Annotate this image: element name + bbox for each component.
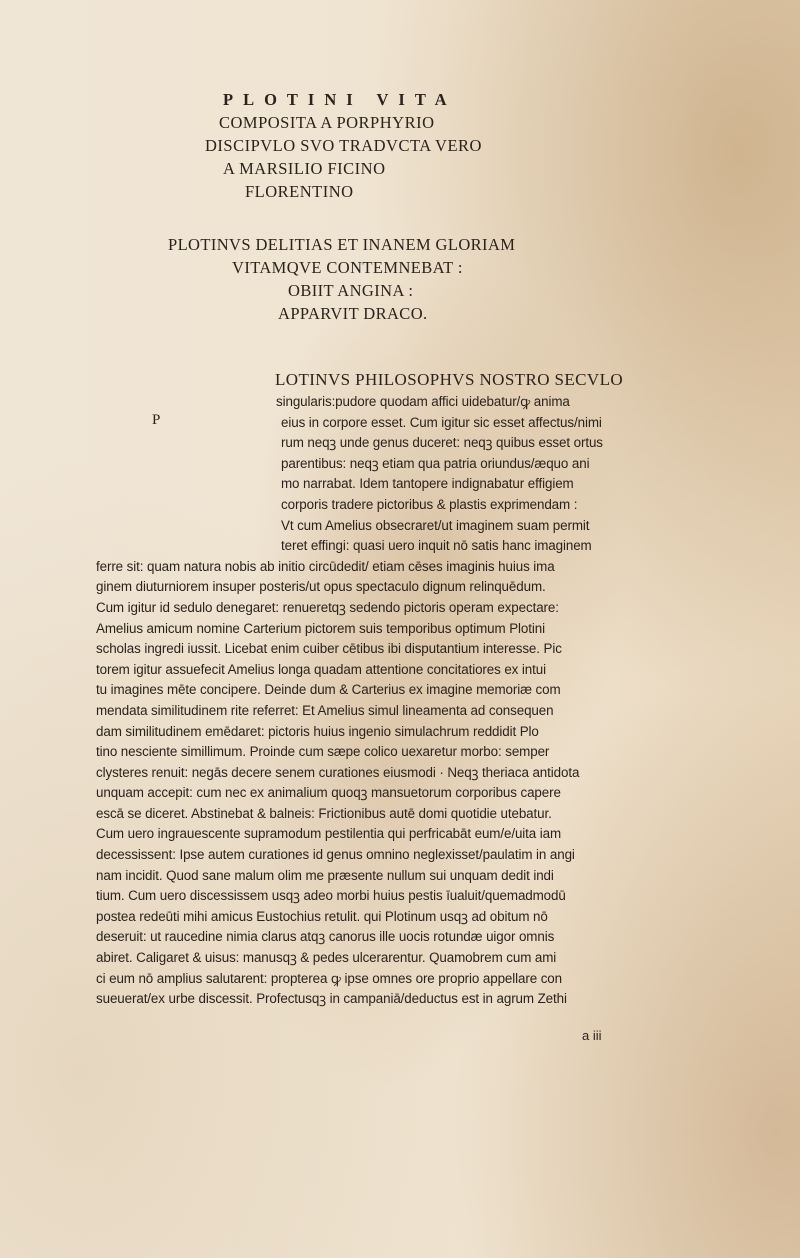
heading-line-1: PLOTINVS DELITIAS ET INANEM GLORIAM — [168, 235, 516, 254]
text-line: mo narrabat. Idem tantopere indignabatur effigiem — [281, 476, 574, 492]
text-line: tino nesciente simillimum. Proinde cum sæpe colico uexaretur morbo: semper — [96, 744, 550, 760]
text-line: escā se diceret. Abstinebat & balneis: Frictionibus autē domi quotidie utebatur. — [96, 805, 552, 821]
text-line: corporis tradere pictoribus & plastis exprimendam : — [281, 496, 578, 512]
guide-letter: P — [152, 412, 161, 428]
text-line: tium. Cum uero discessissem usqꝫ adeo morbi huius pestis īualuit/quemadmodū — [96, 888, 566, 904]
text-line: abiret. Caligaret & uisus: manusqꝫ & pedes ulcerarentur. Quamobrem cum ami — [96, 950, 557, 966]
text-line: deseruit: ut raucedine nimia clarus atqꝫ canorus ille uocis rotundæ uigor omnis — [96, 929, 555, 945]
heading-line-2: VITAMQVE CONTEMNEBAT : — [232, 258, 463, 277]
heading-line-3: OBIIT ANGINA : — [288, 281, 414, 300]
text-line: unquam accepit: cum nec ex animalium quoqꝫ mansuetorum corporibus capere — [96, 785, 561, 801]
text-line: tu imagines mēte concipere. Deinde dum & Carterius ex imagine memoriæ com — [96, 682, 561, 698]
text-line: scholas ingredi iussit. Licebat enim cuiber cētibus ibi disputantium interesse. Pic — [96, 641, 562, 657]
chapter-heading — [168, 233, 588, 325]
text-line: clysteres renuit: negās decere senem curationes eiusmodi · Neqꝫ theriaca antidota — [96, 764, 580, 780]
text-line: Cum uero ingrauescente supramodum pestilentia qui perfricabāt eum/e/uita iam — [96, 826, 562, 842]
text-line: parentibus: neqꝫ etiam qua patria oriundus/æquo ani — [281, 455, 590, 471]
text-line: ferre sit: quam natura nobis ab initio circūdedit/ etiam cēses imaginis huius ima — [96, 558, 555, 574]
signature-mark: a iii — [582, 1028, 602, 1043]
lead-line: LOTINVS PHILOSOPHVS NOSTRO SECVLO — [275, 370, 624, 389]
text-line: nam incidit. Quod sane malum olim me præsente nullum sui unquam dedit indi — [96, 867, 554, 883]
text-line: postea redeūti mihi amicus Eustochius retulit. qui Plotinum usqꝫ ad obitum nō — [96, 908, 548, 924]
heading-line-4: APPARVIT DRACO. — [278, 304, 428, 323]
text-line: dam similitudinem emēdaret: pictoris huius ingenio simulachrum reddidit Plo — [96, 723, 539, 739]
text-line: Cum igitur id sedulo denegaret: renueretqꝫ sedendo pictoris operam expectare: — [96, 599, 559, 615]
text-line: mendata similitudinem rite referret: Et Amelius simul lineamenta ad consequen — [96, 702, 554, 718]
text-line: rum neqꝫ unde genus duceret: neqꝫ quibus esset ortus — [281, 435, 603, 451]
title-block — [205, 88, 565, 203]
body-text — [96, 392, 656, 1010]
text-line: teret effingi: quasi uero inquit nō satis hanc imaginem — [281, 538, 592, 554]
title-line-4: A MARSILIO FICINO — [223, 159, 386, 178]
text-line: sueuerat/ex urbe discessit. Profectusqꝫ in campaniā/deductus est in agrum Zethi — [96, 991, 567, 1007]
text-line: eius in corpore esset. Cum igitur sic esset affectus/nimi — [281, 414, 602, 430]
title-line-3: DISCIPVLO SVO TRADVCTA VERO — [205, 136, 482, 155]
title-line-2: COMPOSITA A PORPHYRIO — [219, 113, 435, 132]
text-line: ginem diuturniorem insuper posteris/ut opus spectaculo dignum relinquēdum. — [96, 579, 546, 595]
text-line: Amelius amicum nomine Carterium pictorem suis temporibus optimum Plotini — [96, 620, 545, 636]
text-line: decessissent: Ipse autem curationes id genus omnino neglexisset/paulatim in angi — [96, 847, 575, 863]
text-line: torem igitur assuefecit Amelius longa quadam attentione concitatiores ex intui — [96, 661, 546, 677]
title-line-5: FLORENTINO — [245, 182, 354, 201]
text-line: ci eum nō amplius salutarent: propterea ꝙ ipse omnes ore proprio appellare con — [96, 970, 562, 986]
text-line: Vt cum Amelius obsecraret/ut imaginem suam permit — [281, 517, 590, 533]
text-line: singularis:pudore quodam affici uidebatur/ꝙ anima — [276, 394, 570, 409]
title-line-1: PLOTINI VITA — [223, 90, 457, 109]
